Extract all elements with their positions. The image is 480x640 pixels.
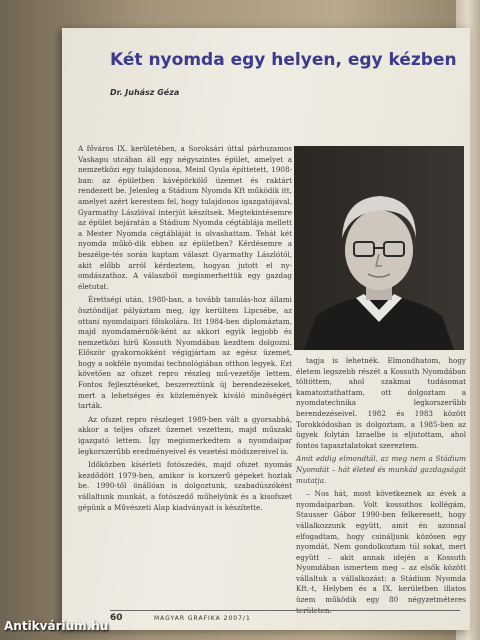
paragraph: – Nos hát, most következnek az évek a nyomdaiparban. Volt kossuthos kollégám, Stausser Gábor 1990-ben felkeresett, hogy vállalkozzunk együtt, amit én azonnal elfogadtam, hogy csináljunk közösen egy nyomdát. Nem gondolkoztam túl sokat, mert együtt – akit annak idején a Kossuth Nyomdában ismertem meg – az elsők között vállaltuk a vállalkozást: a Stádium Nyomda Kft.-t, Helyben és a IX. kerületben illatos üzem működik egy 80 négyzetméteres területen. bbox=[296, 489, 466, 615]
magazine-page bbox=[62, 28, 470, 630]
right-column bbox=[296, 356, 466, 615]
paragraph: tagja is lehetnék. Elmondhatom, hogy életem legszebb részét a Kossuth Nyomdában töltöttem, ahol szakmai tudásomat kamatoztathattam, ott dolgoztam a nyomdatechnika legkorszerűbb berendezéseivel. 1982 és 1983 között Torokkódosban is dolgoztam, a 1985-ben az ügyek folytán Izraelbe is eljutottam, ahol fontos tapasztalatokat szereztem. bbox=[296, 356, 466, 450]
portrait-photo bbox=[294, 146, 464, 350]
page-number: 60 bbox=[110, 613, 123, 623]
article-title: Két nyomda egy helyen, egy kézben bbox=[110, 50, 457, 70]
article-author: Dr. Juhász Géza bbox=[110, 88, 180, 97]
watermark: Antikvárium.hu bbox=[4, 619, 109, 633]
paragraph: Érettségi után, 1980-ban, a tovább tanulás-hoz állami ösztöndíjat pályáztam meg, így kerültem Lipcsébe, az ottani nyomdaipari főiskolára. Itt 1984-ben diplomáztam, majd nyomdamérnök-ként az akkori egyik legjobb és nemzetközi hírű Kossuth Nyomdában kezdtem dolgozni. Először gyakornokként végigjártam az egész üzemet, hogy a sokféle nyomdai technológiában otthon legyek. Ezt követően az ofszet repro részleg mű-vezetője lettem. Fontos fejlesztéseket, beszereztünk új berendezéseket, mert a lehetséges és közlemények kiváló minőségért tarták. bbox=[78, 295, 292, 411]
interview-question: Amit eddig elmondtál, az meg nem a Stádium Nyomdát – hát életed és munkád gazdagságát mutatja. bbox=[296, 454, 466, 485]
paragraph: A főváros IX. kerületében, a Soroksári úttal párhuzamos Vaskapu utcában áll egy négyszintes épület, amelyet a nemzetközi egy tulajdonosa, Meinl Gyula építtetett, 1908-ban: az épületben kávépörkölő üzemet és raktárt rendezett be. Jelenleg a Stádium Nyomda Kft működik itt, amelyet azért kerestem fel, hogy tulajdonos igazgatójával, Gyarmathy Lászlóval interjút készítsek. Megtekintésemre az épület bejáratán a Stádium Nyomda cégtáblája mellett a Mester Nyomda cégtábláját is olvashattam. Tehát két nyomda műkö-dik ebben az épületben? Kérdésemre a beszélge-tés során kaptam választ Gyarmathy Lászlótól, akit előbb arról kérdeztem, hogyan jutott el ny-omdászathoz. A válaszból megismerhettük egy gazdag életutat. bbox=[78, 144, 292, 291]
paragraph: Időközben kísérleti fotószedés, majd ofszet nyomás kezdődött 1979-ben, amikor is korszerű gépeket hoztak be. 1990-től önállóan is dolgoztunk, szabadúszóként vállaltunk munkát, a fotószedő műhelyünk és a kisofszet gépünk a Művészeti Alap kiadványait is készítette. bbox=[78, 460, 292, 512]
portrait-illustration bbox=[294, 146, 464, 350]
left-column bbox=[78, 144, 292, 600]
paragraph: Az ofszet repro részleget 1989-ben vált a gyorsabbá, akkor a teljes ofszet üzemet vezettem, majd műszaki igazgató lettem. Így megismerkedtem a nyomdaipar legkorszerűbb eredményeivel és vezetési módszereivel is. bbox=[78, 414, 292, 456]
page-footer bbox=[110, 610, 460, 625]
magazine-name: MAGYAR GRAFIKA 2007/1 bbox=[154, 615, 251, 622]
